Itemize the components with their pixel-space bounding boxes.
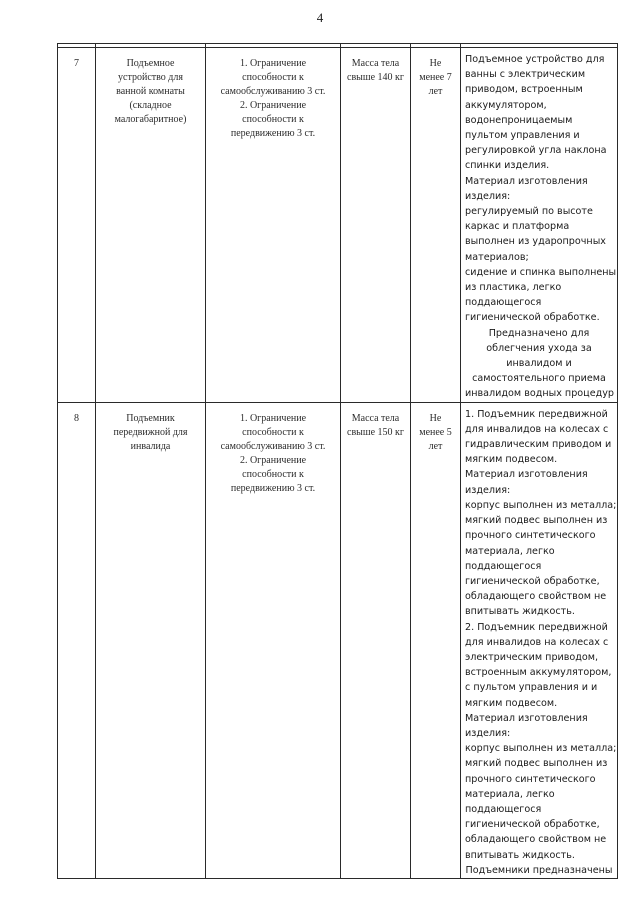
text-line: свыше 150 кг xyxy=(347,426,404,438)
text-line: гигиенической обработке, xyxy=(465,819,600,831)
text-line: мягким подвесом. xyxy=(465,697,558,709)
text-line: аккумулятором, xyxy=(465,99,547,111)
item-description xyxy=(465,407,617,878)
text-line: лет xyxy=(428,440,443,452)
text-line: 2. Ограничение xyxy=(239,100,307,111)
text-line: с пультом управления и и xyxy=(465,682,598,694)
item-name xyxy=(99,412,202,454)
text-line: Материал изготовления xyxy=(465,175,588,187)
text-line: для инвалидов на колесах с xyxy=(465,636,609,648)
text-line: облегчения ухода за xyxy=(486,342,592,354)
weight-limit xyxy=(344,412,407,440)
row-number-cell xyxy=(58,402,96,878)
term-cell xyxy=(411,48,461,403)
table-row xyxy=(58,402,618,878)
text-line: материала, легко xyxy=(465,788,555,800)
text-line: Масса тела xyxy=(351,58,400,69)
requirements-table xyxy=(57,43,618,879)
text-line: водонепроницаемым xyxy=(465,114,573,126)
service-term xyxy=(414,57,457,99)
text-line: регулировкой угла наклона xyxy=(465,145,607,157)
text-line: сидение и спинка выполнены xyxy=(465,266,617,278)
indications-cell xyxy=(206,48,341,403)
text-line: материала, легко xyxy=(465,545,555,557)
text-line: менее 7 xyxy=(419,72,452,83)
text-line: прочного синтетического xyxy=(465,773,596,785)
text-line: для инвалидов на колесах с xyxy=(465,423,609,435)
text-line: способности к xyxy=(242,426,304,438)
text-line: самостоятельного приема xyxy=(472,373,606,385)
text-line: малогабаритное) xyxy=(114,114,187,125)
text-line: устройство для xyxy=(118,72,183,83)
text-line: 1. Подъемник передвижной xyxy=(465,408,608,420)
text-line: материалов; xyxy=(465,251,529,263)
weight-limit xyxy=(344,57,407,85)
text-line: Подъемники предназначены xyxy=(465,864,613,876)
term-cell xyxy=(411,402,461,878)
text-line: способности к xyxy=(242,114,304,125)
description-cell xyxy=(461,402,618,878)
text-line: инвалидом и xyxy=(506,358,572,370)
text-line: Подъемное устройство для xyxy=(465,54,605,65)
text-line: мягкий подвес выполнен из xyxy=(465,758,608,770)
table-row xyxy=(58,48,618,403)
text-line: 1. Ограничение xyxy=(239,58,307,69)
text-line: впитывать жидкость. xyxy=(465,606,575,618)
row-number: 7 xyxy=(74,58,79,69)
text-line: каркас и платформа xyxy=(465,221,570,233)
text-line: свыше 140 кг xyxy=(347,72,404,83)
text-line: обладающего свойством не xyxy=(465,834,607,846)
text-line: корпус выполнен из металла; xyxy=(465,743,617,755)
row-number: 8 xyxy=(74,412,79,424)
text-line: самообслуживанию 3 ст. xyxy=(220,86,326,97)
row-number-cell xyxy=(58,48,96,403)
description-cell xyxy=(461,48,618,403)
text-line: изделия: xyxy=(465,727,511,739)
text-line: гигиенической обработке, xyxy=(465,575,600,587)
text-line: Подъемник xyxy=(126,412,175,424)
text-line: пультом управления и xyxy=(465,130,580,142)
text-line: обладающего свойством не xyxy=(465,591,607,603)
indications-cell xyxy=(206,402,341,878)
text-line: электрическим приводом, xyxy=(465,651,599,663)
text-line: приводом, встроенным xyxy=(465,84,583,96)
text-line: передвижению 3 ст. xyxy=(230,482,316,494)
text-line: гигиенической обработке. xyxy=(465,312,600,324)
weight-cell xyxy=(341,48,411,403)
text-line: гидравлическим приводом и xyxy=(465,439,612,451)
text-line: поддающегося xyxy=(465,297,542,309)
text-line: Не xyxy=(429,58,442,69)
weight-cell xyxy=(341,402,411,878)
text-line: поддающегося xyxy=(465,560,542,572)
text-line: Подъемное xyxy=(126,58,175,69)
indications xyxy=(209,57,337,141)
text-line: поддающегося xyxy=(465,803,542,815)
text-line: инвалидом водных процедур xyxy=(465,388,614,400)
text-line: ванны с электрическим xyxy=(465,69,586,81)
text-line: способности к xyxy=(242,468,304,480)
text-line: Материал изготовления xyxy=(465,712,588,724)
text-line: Предназначено для xyxy=(488,327,590,339)
service-term xyxy=(414,412,457,454)
text-line: регулируемый по высоте xyxy=(465,206,593,218)
text-line: лет xyxy=(428,86,443,97)
text-line: изделия: xyxy=(465,190,511,202)
text-line: прочного синтетического xyxy=(465,530,596,542)
text-line: Материал изготовления xyxy=(465,469,588,481)
item-name-cell xyxy=(96,402,206,878)
item-name xyxy=(99,57,202,127)
text-line: выполнен из ударопрочных xyxy=(465,236,606,248)
text-line: встроенным аккумулятором, xyxy=(465,667,612,679)
item-name-cell xyxy=(96,48,206,403)
text-line: передвижению 3 ст. xyxy=(230,128,316,139)
text-line: впитывать жидкость. xyxy=(465,849,575,861)
indications xyxy=(209,412,337,496)
text-line: мягкий подвес выполнен из xyxy=(465,515,608,527)
text-line: ванной комнаты xyxy=(116,86,185,97)
text-line: Не xyxy=(429,412,442,424)
text-line: изделия: xyxy=(465,484,511,496)
text-line: передвижной для xyxy=(113,426,188,438)
text-line: корпус выполнен из металла; xyxy=(465,499,617,511)
page-number: 4 xyxy=(316,10,324,25)
text-line: менее 5 xyxy=(419,426,452,438)
text-line: 1. Ограничение xyxy=(239,412,307,424)
text-line: Масса тела xyxy=(351,412,400,424)
text-line: из пластика, легко xyxy=(465,282,562,294)
text-line: 2. Подъемник передвижной xyxy=(465,621,608,633)
text-line: способности к xyxy=(242,72,304,83)
text-line: 2. Ограничение xyxy=(239,454,307,466)
text-line: инвалида xyxy=(130,440,171,452)
text-line: спинки изделия. xyxy=(465,160,550,172)
text-line: (складное xyxy=(129,100,172,111)
item-description xyxy=(465,52,617,402)
text-line: мягким подвесом. xyxy=(465,454,558,466)
text-line: самообслуживанию 3 ст. xyxy=(220,440,326,452)
